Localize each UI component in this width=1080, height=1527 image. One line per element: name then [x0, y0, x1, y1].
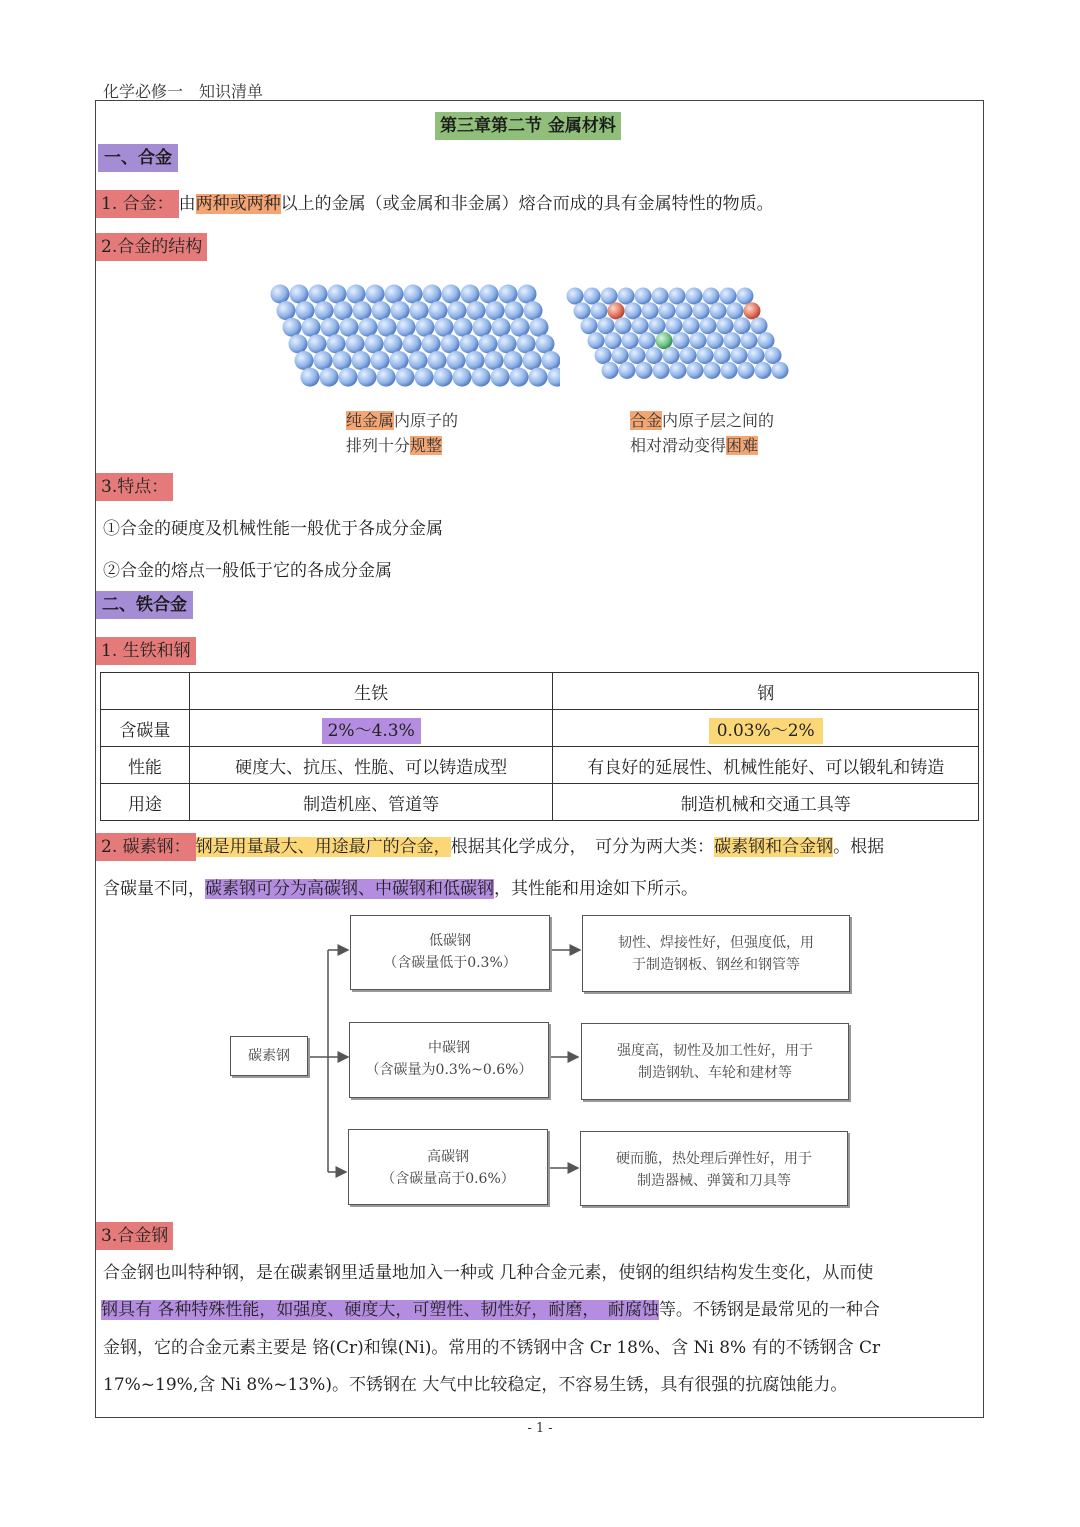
atom — [676, 302, 693, 319]
atom — [422, 334, 441, 353]
alloy-steel-label: 3.合金钢 — [96, 1222, 173, 1250]
atom — [359, 318, 378, 337]
table-cell — [101, 673, 190, 710]
table-row — [101, 710, 979, 747]
low-carbon-box — [350, 915, 550, 990]
pure-metal-caption — [346, 408, 458, 458]
atom — [700, 317, 717, 334]
atom — [441, 334, 460, 353]
pure-caption-t1: 内原子的 — [394, 411, 459, 430]
atom — [584, 288, 601, 305]
atom — [687, 362, 704, 379]
table-row — [101, 747, 979, 784]
atom — [486, 301, 505, 320]
atom — [505, 301, 524, 320]
alloy-caption-hl1: 合金 — [630, 411, 663, 430]
atom — [447, 351, 466, 370]
carbon-steel-hl3: 碳素钢可分为高碳钢、中碳钢和低碳钢 — [205, 879, 494, 899]
atom — [372, 301, 391, 320]
atom — [755, 362, 772, 379]
atom — [619, 362, 636, 379]
carbon-steel-t4: ，其性能和用途如下所示。 — [494, 879, 698, 899]
section-alloy: 一、合金 — [98, 144, 178, 172]
atom — [296, 301, 315, 320]
atom — [466, 351, 485, 370]
atom — [377, 368, 396, 387]
high-carbon-use2: 制造器械、弹簧和刀具等 — [637, 1173, 791, 1189]
atom — [309, 285, 328, 304]
high-carbon-cond: （含碳量高于0.6%） — [381, 1171, 515, 1187]
atom — [530, 318, 549, 337]
atom — [734, 317, 751, 334]
atom — [595, 347, 612, 364]
atom — [390, 351, 409, 370]
alloy-caption-t2: 相对滑动变得 — [630, 436, 727, 455]
atom — [704, 362, 721, 379]
atom — [663, 347, 680, 364]
atom — [567, 288, 584, 305]
atom — [618, 288, 635, 305]
alloy-steel-hl: 钢具有 各种特殊性能，如强度、硬度大，可塑性、韧性好，耐磨， 耐腐蚀 — [101, 1300, 659, 1320]
features-label: 3.特点： — [96, 473, 173, 501]
alloy-steel-l2: 等。不锈钢是最常见的一种合 — [658, 1300, 880, 1320]
atom — [744, 302, 761, 319]
atom — [347, 285, 366, 304]
atom — [748, 347, 765, 364]
low-carbon-use2: 于制造钢板、钢丝和钢管等 — [632, 957, 800, 973]
atom — [385, 285, 404, 304]
atom — [591, 302, 608, 319]
atom — [461, 285, 480, 304]
low-carbon-cond: （含碳量低于0.3%） — [383, 955, 517, 971]
atom — [504, 351, 523, 370]
mid-carbon-use2: 制造钢轨、车轮和建材等 — [638, 1065, 792, 1081]
table-cell: 硬度大、抗压、性脆、可以铸造成型 — [189, 747, 553, 784]
atom — [283, 318, 302, 337]
atom — [397, 318, 416, 337]
table-cell: 制造机座、管道等 — [189, 784, 553, 821]
atom — [442, 285, 461, 304]
atom — [686, 288, 703, 305]
mid-carbon-use-box — [581, 1023, 849, 1100]
atom — [636, 362, 653, 379]
atom — [612, 347, 629, 364]
iron-steel-table — [100, 672, 979, 821]
alloy-steel-line-2 — [101, 1296, 880, 1324]
high-carbon-name: 高碳钢 — [427, 1149, 469, 1165]
table-cell: 制造机械和交通工具等 — [553, 784, 979, 821]
atom — [410, 301, 429, 320]
atom — [472, 368, 491, 387]
atom — [271, 285, 290, 304]
atom — [396, 368, 415, 387]
atom — [460, 334, 479, 353]
atom — [714, 347, 731, 364]
atom — [632, 317, 649, 334]
atom — [409, 351, 428, 370]
atom — [391, 301, 410, 320]
atom — [453, 368, 472, 387]
low-carbon-use1: 韧性、焊接性好，但强度低，用 — [618, 935, 814, 951]
pure-metal-lattice — [260, 280, 560, 395]
atom — [327, 334, 346, 353]
atom — [308, 334, 327, 353]
diagram-root: 碳素钢 — [230, 1036, 308, 1076]
atom — [601, 288, 618, 305]
atom — [765, 347, 782, 364]
atom — [328, 285, 347, 304]
alloy-steel-line-1: 合金钢也叫特种钢，是在碳素钢里适量地加入一种或 几种合金元素，使钢的组织结构发生变化，从而使 — [103, 1263, 874, 1283]
atom — [498, 334, 517, 353]
atom — [339, 368, 358, 387]
atom — [518, 285, 537, 304]
atom — [574, 302, 591, 319]
atom — [485, 351, 504, 370]
atom — [649, 317, 666, 334]
atom — [629, 347, 646, 364]
section-iron-alloy: 二、铁合金 — [96, 591, 193, 619]
atom — [517, 334, 536, 353]
atom — [625, 302, 642, 319]
atom — [602, 362, 619, 379]
carbon-steel-hl2: 碳素钢和合金钢 — [714, 837, 834, 857]
atom — [622, 332, 639, 349]
mid-carbon-box — [349, 1022, 549, 1098]
atom — [510, 368, 529, 387]
high-carbon-box — [348, 1129, 548, 1205]
atom — [608, 302, 625, 319]
atom — [670, 362, 687, 379]
alloy-def-highlight: 两种或两种 — [195, 194, 281, 214]
atom — [646, 347, 663, 364]
chapter-title: 第三章第二节 金属材料 — [435, 112, 621, 140]
low-carbon-use-box — [582, 915, 850, 992]
mid-carbon-use1: 强度高，韧性及加工性好，用于 — [617, 1043, 813, 1059]
table-label: 含碳量 — [101, 710, 190, 747]
atom — [428, 351, 447, 370]
atom — [524, 301, 543, 320]
atom — [653, 362, 670, 379]
atom — [598, 317, 615, 334]
atom — [315, 301, 334, 320]
atom — [680, 347, 697, 364]
atom — [523, 351, 542, 370]
atom — [333, 351, 352, 370]
atom — [656, 332, 673, 349]
atom — [720, 288, 737, 305]
atom — [605, 332, 622, 349]
atom — [693, 302, 710, 319]
atom — [690, 332, 707, 349]
atom — [289, 334, 308, 353]
atom — [669, 288, 686, 305]
atom — [353, 301, 372, 320]
carbon-steel-t2: 。根据 — [833, 837, 885, 857]
mid-carbon-cond: （含碳量为0.3%~0.6%） — [365, 1062, 533, 1078]
table-row — [101, 673, 979, 710]
atom — [492, 318, 511, 337]
atom — [473, 318, 492, 337]
atom — [403, 334, 422, 353]
table-cell — [553, 710, 979, 747]
alloy-atoms — [567, 288, 789, 379]
atom — [404, 285, 423, 304]
atom — [321, 318, 340, 337]
atom — [480, 285, 499, 304]
iron-carbon-value: 2%～4.3% — [322, 718, 421, 744]
atom — [529, 368, 548, 387]
atom — [467, 301, 486, 320]
page-number: - 1 - — [527, 1421, 553, 1436]
atom — [479, 334, 498, 353]
alloy-caption — [630, 408, 774, 458]
atom — [378, 318, 397, 337]
atom — [717, 317, 734, 334]
atom — [758, 332, 775, 349]
atom — [673, 332, 690, 349]
table-row — [101, 784, 979, 821]
page-header: 化学必修一 知识清单 — [103, 82, 264, 101]
alloy-caption-t1: 内原子层之间的 — [662, 411, 775, 430]
carbon-steel-line-1 — [96, 833, 884, 861]
atom — [491, 368, 510, 387]
atom — [320, 368, 339, 387]
atom — [615, 317, 632, 334]
atom — [683, 317, 700, 334]
atom — [365, 334, 384, 353]
mid-carbon-name: 中碳钢 — [428, 1040, 470, 1056]
steel-carbon-value: 0.03%～2% — [709, 718, 823, 744]
pure-caption-t2: 排列十分 — [346, 436, 411, 455]
atom — [772, 362, 789, 379]
atom — [454, 318, 473, 337]
table-head-steel: 钢 — [553, 673, 979, 710]
atom — [588, 332, 605, 349]
alloy-def-pre: 由 — [178, 194, 196, 214]
carbon-steel-t3: 含碳量不同， — [103, 879, 205, 899]
feature-1: ①合金的硬度及机械性能一般优于各成分金属 — [103, 519, 443, 539]
atom — [721, 362, 738, 379]
alloy-definition — [96, 190, 774, 218]
atom — [277, 301, 296, 320]
alloy-lattice — [555, 280, 825, 395]
atom — [429, 301, 448, 320]
atom — [697, 347, 714, 364]
atom — [371, 351, 390, 370]
carbon-steel-t1: 根据其化学成分， 可分为两大类： — [450, 837, 715, 857]
atom — [416, 318, 435, 337]
carbon-steel-label: 2. 碳素钢： — [96, 833, 196, 861]
carbon-steel-hl1: 钢是用量最大、用途最广的合金， — [195, 837, 451, 857]
atom — [352, 351, 371, 370]
atom — [434, 368, 453, 387]
atom — [366, 285, 385, 304]
table-cell — [189, 710, 553, 747]
atom — [423, 285, 442, 304]
alloy-caption-hl2: 困难 — [726, 436, 759, 455]
high-carbon-use1: 硬而脆，热处理后弹性好，用于 — [616, 1151, 812, 1167]
atom — [737, 288, 754, 305]
atom — [724, 332, 741, 349]
atom — [666, 317, 683, 334]
pure-caption-hl2: 规整 — [410, 436, 443, 455]
atom — [703, 288, 720, 305]
structure-label: 2.合金的结构 — [96, 233, 207, 261]
atom — [639, 332, 656, 349]
atom — [642, 302, 659, 319]
low-carbon-name: 低碳钢 — [429, 933, 471, 949]
atom — [314, 351, 333, 370]
feature-2: ②合金的熔点一般低于它的各成分金属 — [103, 561, 392, 581]
atom — [511, 318, 530, 337]
atom — [741, 332, 758, 349]
atom — [727, 302, 744, 319]
alloy-def-post: 以上的金属（或金属和非金属）熔合而成的具有金属特性的物质。 — [280, 194, 774, 214]
pure-atoms — [271, 285, 561, 387]
atom — [652, 288, 669, 305]
atom — [340, 318, 359, 337]
atom — [346, 334, 365, 353]
table-cell: 有良好的延展性、机械性能好、可以锻轧和铸造 — [553, 747, 979, 784]
carbon-steel-line-2 — [103, 875, 698, 903]
atom — [301, 368, 320, 387]
alloy-def-label: 1. 合金： — [96, 190, 179, 218]
atom — [659, 302, 676, 319]
high-carbon-use-box — [580, 1131, 848, 1206]
atom — [751, 317, 768, 334]
table-label: 性能 — [101, 747, 190, 784]
atom — [435, 318, 454, 337]
atom — [295, 351, 314, 370]
alloy-steel-line-3: 金钢，它的合金元素主要是 铬(Cr)和镍(Ni)。常用的不锈钢中含 Cr 18%、含 Ni 8% 有的不锈钢含 Cr — [103, 1338, 881, 1358]
alloy-steel-line-4: 17%~19%,含 Ni 8%~13%)。不锈钢在 大气中比较稳定，不容易生锈，具有很强的抗腐蚀能力。 — [103, 1375, 848, 1395]
atom — [731, 347, 748, 364]
atom — [536, 334, 555, 353]
atom — [334, 301, 353, 320]
atom — [738, 362, 755, 379]
atom — [707, 332, 724, 349]
pure-caption-hl1: 纯金属 — [346, 411, 395, 430]
atom — [499, 285, 518, 304]
atom — [415, 368, 434, 387]
atom — [384, 334, 403, 353]
atom — [448, 301, 467, 320]
iron-steel-label: 1. 生铁和钢 — [96, 637, 196, 665]
atom — [290, 285, 309, 304]
table-label: 用途 — [101, 784, 190, 821]
atom — [635, 288, 652, 305]
table-head-iron: 生铁 — [189, 673, 553, 710]
atom — [581, 317, 598, 334]
atom — [302, 318, 321, 337]
atom — [358, 368, 377, 387]
atom — [710, 302, 727, 319]
